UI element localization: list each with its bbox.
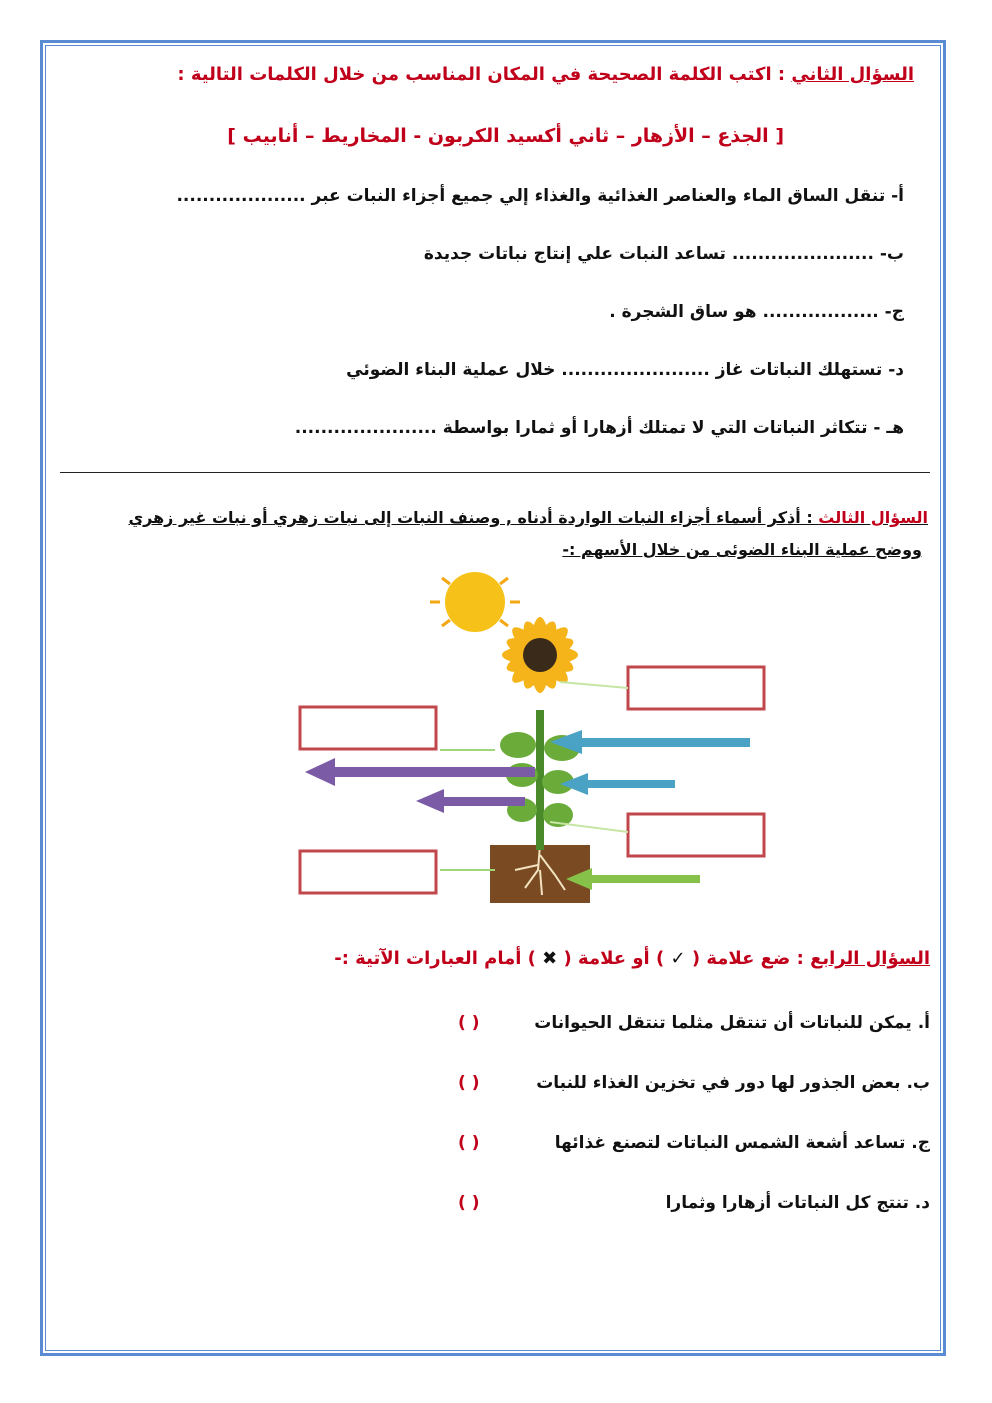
q4-label: السؤال الرابع [810,948,930,969]
q4-item-b [536,1073,930,1093]
q2-label: السؤال الثاني [791,64,914,85]
q4-item-a [534,1013,930,1033]
q2-item-b: ب- ...................... تساعد النبات علي إنتاج نباتات جديدة [423,244,904,264]
q4-item-d [666,1193,930,1213]
label-box-left-top[interactable] [300,707,436,749]
arrow-co2 [560,773,675,795]
q2-item-e: هـ - تتكاثر النباتات التي لا تمتلك أزهارا أو ثمارا بواسطة ...................... [294,418,904,438]
arrow-water [566,868,700,890]
q3-label: السؤال الثالث [818,508,928,527]
q2-item-c: ج- .................. هو ساق الشجرة . [609,302,904,322]
q4-item-a-answer-box[interactable]: ( ) [458,1013,480,1033]
q4-text-c: ) أمام العبارات الآتية :- [334,948,536,969]
plant-diagram [290,570,770,910]
label-box-right-bottom[interactable] [628,814,764,856]
label-box-right-top[interactable] [628,667,764,709]
q2-word-bank: [ الجذع – الأزهار – ثاني أكسيد الكربون - المخاريط – أنابيب ] [227,125,784,147]
q2-heading [177,64,914,85]
q4-item-d-text: د. تنتج كل النباتات أزهارا وثمارا [665,1193,930,1213]
q4-item-b-answer-box[interactable]: ( ) [458,1073,480,1093]
label-box-left-bottom[interactable] [300,851,436,893]
cross-mark-icon: ✖ [542,948,558,969]
sun-image [430,570,520,632]
q4-item-b-text: ب. بعض الجذور لها دور في تخزين الغذاء للنبات [536,1073,930,1093]
q3-heading [128,508,928,527]
q4-heading [334,948,930,969]
q2-instructions: : اكتب الكلمة الصحيحة في المكان المناسب من خلال الكلمات التالية : [177,64,792,85]
arrow-sunlight [550,730,750,754]
q4-item-c-text: ج. تساعد أشعة الشمس النباتات لتصنع غذائها [554,1133,930,1153]
q4-item-c [555,1133,930,1153]
pointer-line-stem [550,822,628,832]
q4-item-c-answer-box[interactable]: ( ) [458,1133,480,1153]
q4-item-d-answer-box[interactable]: ( ) [458,1193,480,1213]
q2-item-d: د- تستهلك النباتات غاز ....................... خلال عملية البناء الضوئي [346,360,904,380]
q4-text-a: : ضع علامة ( [691,948,811,969]
q2-item-a: أ- تنقل الساق الماء والعناصر الغذائية والغذاء إلي جميع أجزاء النبات عبر .................... [176,186,904,206]
q3-instructions: : أذكر أسماء أجزاء النبات الواردة أدناه , وصنف النبات إلى نبات زهري أو نبات غير زهري [128,508,819,527]
q3-instructions-line2: ووضح عملية البناء الضوئى من خلال الأسهم :- [562,540,922,559]
pointer-line-flower [560,682,628,688]
arrow-oxygen-long [305,758,535,786]
check-mark-icon: ✓ [670,948,686,969]
section-divider [60,472,930,473]
q4-item-a-text: أ. يمكن للنباتات أن تنتقل مثلما تنتقل الحيوانات [534,1013,930,1033]
q4-text-b: ) أو علامة ( [563,948,665,969]
